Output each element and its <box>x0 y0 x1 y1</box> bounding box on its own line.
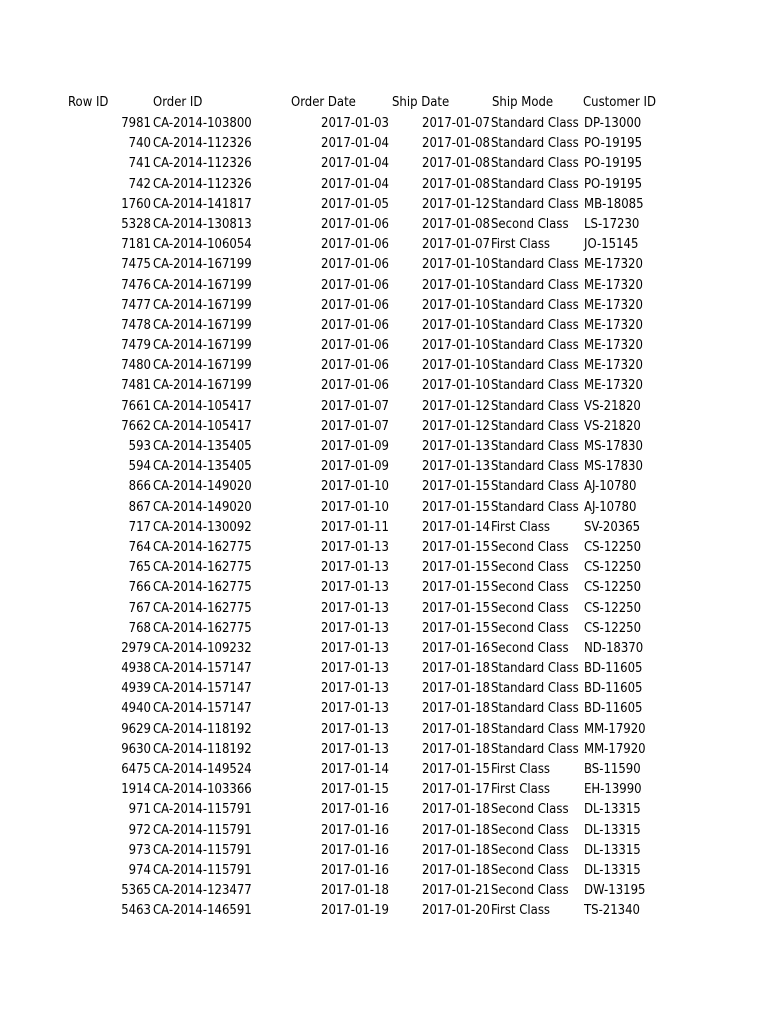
cell-customer-id: MM-17920 <box>584 721 646 737</box>
table-row <box>0 235 768 255</box>
cell-ship-mode: Standard Class <box>491 418 579 434</box>
cell-row-id: 742 <box>128 176 151 192</box>
cell-row-id: 866 <box>128 479 151 495</box>
cell-customer-id: BD-11605 <box>584 681 643 697</box>
cell-order-date: 2017-01-06 <box>321 216 389 232</box>
cell-ship-date: 2017-01-10 <box>422 378 490 394</box>
cell-ship-mode: Second Class <box>491 580 569 596</box>
table-row <box>0 558 768 578</box>
cell-order-id: CA-2014-103366 <box>153 782 252 798</box>
cell-order-date: 2017-01-03 <box>321 116 389 131</box>
cell-customer-id: DW-13195 <box>584 883 646 899</box>
cell-ship-mode: Standard Class <box>491 661 579 677</box>
cell-ship-date: 2017-01-08 <box>422 136 490 152</box>
cell-order-id: CA-2014-157147 <box>153 661 252 677</box>
cell-order-id: CA-2014-112326 <box>153 176 252 192</box>
cell-order-id: CA-2014-112326 <box>153 156 252 172</box>
table-row <box>0 800 768 820</box>
cell-order-id: CA-2014-149020 <box>153 499 252 515</box>
header-row-id: Row ID <box>68 95 109 110</box>
cell-customer-id: CS-12250 <box>584 539 642 555</box>
cell-order-date: 2017-01-13 <box>321 539 389 555</box>
cell-order-id: CA-2014-167199 <box>153 297 252 313</box>
cell-ship-mode: Standard Class <box>491 358 579 374</box>
cell-ship-date: 2017-01-18 <box>422 681 490 697</box>
cell-ship-mode: Standard Class <box>491 721 579 737</box>
cell-row-id: 1914 <box>121 782 151 798</box>
cell-row-id: 717 <box>128 519 151 535</box>
cell-order-id: CA-2014-112326 <box>153 136 252 152</box>
cell-order-date: 2017-01-16 <box>321 842 389 858</box>
cell-ship-date: 2017-01-14 <box>422 519 490 535</box>
cell-order-id: CA-2014-149020 <box>153 479 252 495</box>
cell-order-date: 2017-01-06 <box>321 338 389 354</box>
cell-customer-id: VS-21820 <box>584 398 641 414</box>
cell-customer-id: BD-11605 <box>584 701 643 717</box>
table-row <box>0 518 768 538</box>
cell-customer-id: PO-19195 <box>584 156 643 172</box>
table-row <box>0 134 768 154</box>
cell-ship-date: 2017-01-13 <box>422 439 490 454</box>
cell-ship-mode: Standard Class <box>491 499 579 515</box>
cell-customer-id: ND-18370 <box>584 640 644 656</box>
cell-row-id: 7662 <box>121 418 151 434</box>
cell-ship-date: 2017-01-10 <box>422 338 490 354</box>
cell-ship-mode: Standard Class <box>491 701 579 717</box>
table-row <box>0 578 768 598</box>
cell-row-id: 867 <box>128 499 151 515</box>
table-row <box>0 356 768 376</box>
cell-order-date: 2017-01-16 <box>321 822 389 838</box>
cell-order-id: CA-2014-105417 <box>153 398 252 414</box>
cell-ship-mode: Standard Class <box>491 378 579 394</box>
cell-order-id: CA-2014-115791 <box>153 842 252 858</box>
cell-row-id: 973 <box>128 842 151 858</box>
cell-ship-date: 2017-01-10 <box>422 297 490 313</box>
table-row <box>0 619 768 639</box>
cell-ship-mode: Second Class <box>491 216 569 232</box>
cell-ship-date: 2017-01-10 <box>422 277 490 293</box>
table-row <box>0 397 768 417</box>
cell-customer-id: TS-21340 <box>584 903 640 919</box>
cell-order-id: CA-2014-162775 <box>153 580 252 596</box>
cell-row-id: 7661 <box>121 398 151 414</box>
cell-ship-mode: First Class <box>491 782 551 798</box>
cell-order-id: CA-2014-167199 <box>153 277 252 293</box>
table-row <box>0 881 768 901</box>
cell-order-id: CA-2014-118192 <box>153 741 252 757</box>
cell-order-date: 2017-01-13 <box>321 681 389 697</box>
cell-order-id: CA-2014-123477 <box>153 883 252 899</box>
cell-customer-id: ME-17320 <box>584 297 643 313</box>
cell-order-date: 2017-01-10 <box>321 499 389 515</box>
cell-order-date: 2017-01-06 <box>321 297 389 313</box>
cell-ship-date: 2017-01-15 <box>422 580 490 596</box>
cell-order-date: 2017-01-11 <box>321 519 389 535</box>
cell-order-date: 2017-01-04 <box>321 156 389 172</box>
cell-row-id: 7481 <box>121 378 151 394</box>
cell-ship-mode: Standard Class <box>491 297 579 313</box>
cell-customer-id: CS-12250 <box>584 560 642 576</box>
cell-order-id: CA-2014-157147 <box>153 701 252 717</box>
cell-order-date: 2017-01-13 <box>321 661 389 677</box>
cell-row-id: 4940 <box>121 701 151 717</box>
cell-order-date: 2017-01-06 <box>321 378 389 394</box>
cell-customer-id: DL-13315 <box>584 862 641 878</box>
table-row <box>0 376 768 396</box>
cell-row-id: 7479 <box>121 338 151 354</box>
cell-order-date: 2017-01-06 <box>321 257 389 273</box>
cell-ship-date: 2017-01-18 <box>422 661 490 677</box>
cell-order-date: 2017-01-19 <box>321 903 389 919</box>
cell-row-id: 768 <box>128 620 151 636</box>
cell-row-id: 7476 <box>121 277 151 293</box>
cell-ship-date: 2017-01-15 <box>422 479 490 495</box>
cell-customer-id: AJ-10780 <box>584 499 637 515</box>
cell-row-id: 767 <box>128 600 151 616</box>
cell-customer-id: MS-17830 <box>584 459 643 475</box>
cell-customer-id: ME-17320 <box>584 378 643 394</box>
cell-row-id: 7181 <box>121 237 151 253</box>
cell-ship-mode: Standard Class <box>491 741 579 757</box>
cell-customer-id: BS-11590 <box>584 762 641 777</box>
cell-ship-mode: First Class <box>491 237 551 253</box>
table-row <box>0 861 768 881</box>
cell-order-id: CA-2014-115791 <box>153 822 252 838</box>
orders-table <box>0 92 768 922</box>
table-row <box>0 114 768 134</box>
header-ship-mode: Ship Mode <box>492 95 554 110</box>
cell-row-id: 594 <box>128 459 151 475</box>
cell-row-id: 5365 <box>121 883 151 899</box>
cell-ship-date: 2017-01-07 <box>422 237 490 253</box>
table-row <box>0 215 768 235</box>
table-row <box>0 841 768 861</box>
cell-ship-mode: Second Class <box>491 600 569 616</box>
table-row <box>0 659 768 679</box>
cell-ship-mode: Second Class <box>491 862 569 878</box>
cell-customer-id: VS-21820 <box>584 418 641 434</box>
cell-ship-date: 2017-01-15 <box>422 600 490 616</box>
cell-order-id: CA-2014-167199 <box>153 257 252 273</box>
cell-customer-id: JO-15145 <box>584 237 639 253</box>
cell-ship-date: 2017-01-10 <box>422 358 490 374</box>
cell-row-id: 4939 <box>121 681 151 697</box>
cell-ship-date: 2017-01-16 <box>422 640 490 656</box>
cell-order-date: 2017-01-09 <box>321 459 389 475</box>
cell-ship-date: 2017-01-15 <box>422 499 490 515</box>
table-row <box>0 720 768 740</box>
cell-order-date: 2017-01-13 <box>321 640 389 656</box>
table-row <box>0 740 768 760</box>
cell-order-date: 2017-01-07 <box>321 418 389 434</box>
cell-order-id: CA-2014-146591 <box>153 903 252 919</box>
cell-ship-mode: Standard Class <box>491 116 579 131</box>
cell-order-date: 2017-01-04 <box>321 136 389 152</box>
table-row <box>0 901 768 921</box>
cell-ship-date: 2017-01-10 <box>422 257 490 273</box>
cell-row-id: 5328 <box>121 216 151 232</box>
cell-order-id: CA-2014-149524 <box>153 762 252 777</box>
cell-order-date: 2017-01-13 <box>321 741 389 757</box>
cell-row-id: 974 <box>128 862 151 878</box>
cell-ship-date: 2017-01-17 <box>422 782 490 798</box>
cell-customer-id: MM-17920 <box>584 741 646 757</box>
table-header-row <box>0 92 768 114</box>
cell-ship-date: 2017-01-18 <box>422 721 490 737</box>
cell-ship-date: 2017-01-12 <box>422 418 490 434</box>
cell-ship-date: 2017-01-18 <box>422 862 490 878</box>
cell-ship-mode: Standard Class <box>491 398 579 414</box>
cell-ship-mode: First Class <box>491 903 551 919</box>
table-row <box>0 276 768 296</box>
cell-ship-mode: Standard Class <box>491 317 579 333</box>
header-ship-date: Ship Date <box>392 95 450 110</box>
cell-order-date: 2017-01-13 <box>321 560 389 576</box>
table-row <box>0 477 768 497</box>
cell-customer-id: MB-18085 <box>584 196 644 212</box>
cell-customer-id: SV-20365 <box>584 519 641 535</box>
cell-ship-mode: Standard Class <box>491 196 579 212</box>
cell-order-date: 2017-01-16 <box>321 862 389 878</box>
cell-ship-mode: Second Class <box>491 640 569 656</box>
cell-row-id: 971 <box>128 802 151 818</box>
header-order-date: Order Date <box>291 95 356 110</box>
table-row <box>0 195 768 215</box>
cell-customer-id: DP-13000 <box>584 116 642 131</box>
cell-row-id: 764 <box>128 539 151 555</box>
header-order-id: Order ID <box>153 95 203 110</box>
cell-order-id: CA-2014-130092 <box>153 519 252 535</box>
cell-ship-mode: Standard Class <box>491 156 579 172</box>
cell-order-date: 2017-01-04 <box>321 176 389 192</box>
cell-row-id: 7480 <box>121 358 151 374</box>
cell-order-id: CA-2014-115791 <box>153 862 252 878</box>
table-row <box>0 821 768 841</box>
cell-order-id: CA-2014-105417 <box>153 418 252 434</box>
cell-order-date: 2017-01-14 <box>321 762 389 777</box>
table-row <box>0 175 768 195</box>
cell-order-id: CA-2014-130813 <box>153 216 252 232</box>
cell-ship-mode: Standard Class <box>491 459 579 475</box>
cell-customer-id: ME-17320 <box>584 317 643 333</box>
cell-order-id: CA-2014-157147 <box>153 681 252 697</box>
cell-order-date: 2017-01-16 <box>321 802 389 818</box>
cell-row-id: 7478 <box>121 317 151 333</box>
cell-ship-date: 2017-01-07 <box>422 116 490 131</box>
cell-ship-date: 2017-01-18 <box>422 741 490 757</box>
cell-ship-date: 2017-01-18 <box>422 802 490 818</box>
cell-ship-mode: Second Class <box>491 539 569 555</box>
cell-ship-date: 2017-01-18 <box>422 822 490 838</box>
cell-order-date: 2017-01-06 <box>321 277 389 293</box>
cell-order-id: CA-2014-162775 <box>153 560 252 576</box>
table-row <box>0 699 768 719</box>
cell-customer-id: ME-17320 <box>584 358 643 374</box>
cell-customer-id: DL-13315 <box>584 802 641 818</box>
table-row <box>0 255 768 275</box>
table-row <box>0 154 768 174</box>
cell-ship-mode: Standard Class <box>491 176 579 192</box>
cell-order-id: CA-2014-162775 <box>153 600 252 616</box>
cell-ship-mode: First Class <box>491 519 551 535</box>
table-row <box>0 296 768 316</box>
cell-order-date: 2017-01-15 <box>321 782 389 798</box>
cell-row-id: 9629 <box>121 721 151 737</box>
cell-ship-date: 2017-01-08 <box>422 216 490 232</box>
cell-order-id: CA-2014-141817 <box>153 196 252 212</box>
cell-row-id: 593 <box>128 439 151 454</box>
cell-order-date: 2017-01-18 <box>321 883 389 899</box>
cell-ship-date: 2017-01-12 <box>422 196 490 212</box>
cell-row-id: 6475 <box>121 762 151 777</box>
cell-order-date: 2017-01-06 <box>321 317 389 333</box>
cell-ship-mode: Second Class <box>491 560 569 576</box>
table-row <box>0 538 768 558</box>
table-row <box>0 679 768 699</box>
cell-customer-id: LS-17230 <box>584 216 640 232</box>
cell-order-date: 2017-01-05 <box>321 196 389 212</box>
cell-row-id: 7477 <box>121 297 151 313</box>
cell-order-date: 2017-01-13 <box>321 580 389 596</box>
cell-ship-mode: Standard Class <box>491 257 579 273</box>
cell-row-id: 1760 <box>121 196 151 212</box>
cell-order-id: CA-2014-103800 <box>153 116 252 131</box>
cell-order-date: 2017-01-13 <box>321 620 389 636</box>
cell-customer-id: ME-17320 <box>584 257 643 273</box>
cell-customer-id: CS-12250 <box>584 620 642 636</box>
cell-order-date: 2017-01-07 <box>321 398 389 414</box>
cell-ship-date: 2017-01-08 <box>422 156 490 172</box>
table-row <box>0 639 768 659</box>
cell-customer-id: MS-17830 <box>584 439 643 454</box>
cell-ship-date: 2017-01-13 <box>422 459 490 475</box>
cell-order-id: CA-2014-106054 <box>153 237 252 253</box>
cell-ship-date: 2017-01-08 <box>422 176 490 192</box>
cell-order-date: 2017-01-06 <box>321 358 389 374</box>
cell-order-id: CA-2014-109232 <box>153 640 252 656</box>
cell-customer-id: ME-17320 <box>584 338 643 354</box>
cell-order-id: CA-2014-135405 <box>153 439 252 454</box>
cell-order-date: 2017-01-10 <box>321 479 389 495</box>
cell-row-id: 765 <box>128 560 151 576</box>
cell-ship-date: 2017-01-10 <box>422 317 490 333</box>
cell-customer-id: ME-17320 <box>584 277 643 293</box>
cell-row-id: 766 <box>128 580 151 596</box>
cell-order-date: 2017-01-13 <box>321 721 389 737</box>
cell-row-id: 5463 <box>121 903 151 919</box>
cell-row-id: 9630 <box>121 741 151 757</box>
cell-ship-date: 2017-01-20 <box>422 903 490 919</box>
cell-customer-id: PO-19195 <box>584 136 643 152</box>
cell-ship-date: 2017-01-15 <box>422 620 490 636</box>
cell-ship-date: 2017-01-18 <box>422 842 490 858</box>
table-row <box>0 336 768 356</box>
table-row <box>0 316 768 336</box>
cell-ship-date: 2017-01-12 <box>422 398 490 414</box>
cell-ship-mode: Second Class <box>491 842 569 858</box>
cell-ship-date: 2017-01-21 <box>422 883 490 899</box>
cell-ship-mode: Standard Class <box>491 136 579 152</box>
cell-order-date: 2017-01-13 <box>321 600 389 616</box>
cell-order-id: CA-2014-118192 <box>153 721 252 737</box>
cell-customer-id: CS-12250 <box>584 580 642 596</box>
table-row <box>0 417 768 437</box>
cell-ship-mode: Second Class <box>491 620 569 636</box>
cell-ship-mode: Second Class <box>491 822 569 838</box>
table-row <box>0 780 768 800</box>
cell-customer-id: DL-13315 <box>584 842 641 858</box>
cell-row-id: 741 <box>128 156 151 172</box>
cell-row-id: 2979 <box>121 640 151 656</box>
table-row <box>0 599 768 619</box>
cell-ship-mode: Standard Class <box>491 479 579 495</box>
cell-order-id: CA-2014-135405 <box>153 459 252 475</box>
cell-order-id: CA-2014-167199 <box>153 317 252 333</box>
cell-order-date: 2017-01-06 <box>321 237 389 253</box>
cell-customer-id: DL-13315 <box>584 822 641 838</box>
cell-order-date: 2017-01-13 <box>321 701 389 717</box>
cell-order-id: CA-2014-167199 <box>153 338 252 354</box>
cell-order-id: CA-2014-167199 <box>153 378 252 394</box>
cell-order-id: CA-2014-115791 <box>153 802 252 818</box>
cell-ship-mode: First Class <box>491 762 551 777</box>
cell-customer-id: PO-19195 <box>584 176 643 192</box>
cell-order-id: CA-2014-162775 <box>153 539 252 555</box>
cell-ship-mode: Second Class <box>491 883 569 899</box>
table-row <box>0 760 768 780</box>
cell-order-id: CA-2014-162775 <box>153 620 252 636</box>
cell-ship-date: 2017-01-15 <box>422 560 490 576</box>
table-row <box>0 457 768 477</box>
cell-ship-mode: Standard Class <box>491 277 579 293</box>
table-body <box>0 114 768 922</box>
cell-ship-mode: Second Class <box>491 802 569 818</box>
cell-customer-id: BD-11605 <box>584 661 643 677</box>
cell-row-id: 7981 <box>121 116 151 131</box>
table-row <box>0 498 768 518</box>
cell-row-id: 972 <box>128 822 151 838</box>
cell-customer-id: EH-13990 <box>584 782 642 798</box>
cell-ship-date: 2017-01-15 <box>422 539 490 555</box>
table-row <box>0 437 768 457</box>
cell-order-id: CA-2014-167199 <box>153 358 252 374</box>
cell-ship-date: 2017-01-18 <box>422 701 490 717</box>
cell-customer-id: CS-12250 <box>584 600 642 616</box>
cell-order-date: 2017-01-09 <box>321 439 389 454</box>
cell-row-id: 740 <box>128 136 151 152</box>
cell-row-id: 7475 <box>121 257 151 273</box>
cell-customer-id: AJ-10780 <box>584 479 637 495</box>
cell-ship-date: 2017-01-15 <box>422 762 490 777</box>
cell-ship-mode: Standard Class <box>491 681 579 697</box>
cell-ship-mode: Standard Class <box>491 338 579 354</box>
header-customer-id: Customer ID <box>583 95 656 110</box>
cell-row-id: 4938 <box>121 661 151 677</box>
cell-ship-mode: Standard Class <box>491 439 579 454</box>
